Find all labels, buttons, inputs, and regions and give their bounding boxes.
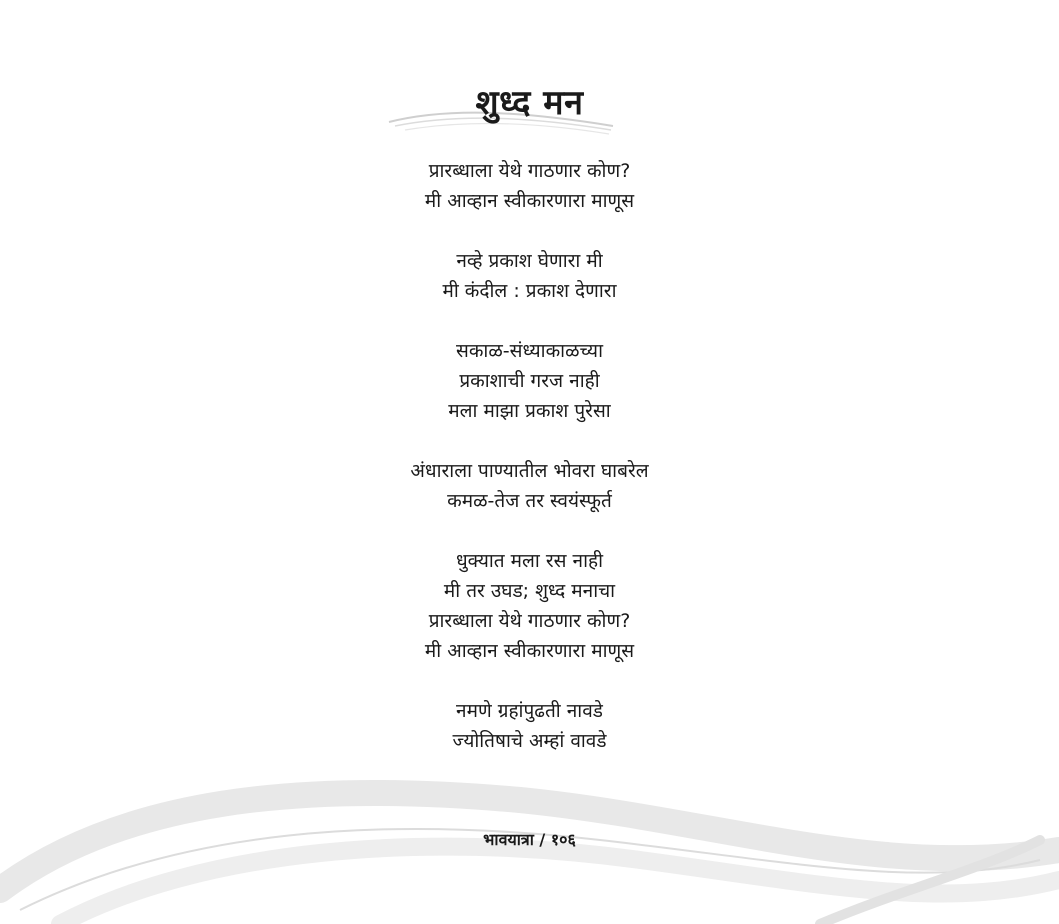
poem-line: मी कंदील : प्रकाश देणारा <box>442 280 617 302</box>
stanza <box>0 246 1059 306</box>
poem-line: प्रारब्धाला येथे गाठणार कोण? <box>428 610 631 632</box>
poem-body <box>0 156 1059 786</box>
stanza <box>0 156 1059 216</box>
poem-line: ज्योतिषाचे अम्हां वावडे <box>452 730 607 752</box>
poem-line: प्रारब्धाला येथे गाठणार कोण? <box>428 160 631 182</box>
page-title: शुध्द मन <box>475 83 584 123</box>
poem-line: मी आव्हान स्वीकारणारा माणूस <box>424 640 635 662</box>
poem-line: नव्हे प्रकाश घेणारा मी <box>456 250 603 272</box>
poem-line: कमळ-तेज तर स्वयंस्फूर्त <box>447 490 612 512</box>
poem-line: सकाळ-संध्याकाळच्या <box>455 340 603 362</box>
stanza <box>0 546 1059 666</box>
poem-line: मला माझा प्रकाश पुरेसा <box>448 400 611 422</box>
poem-line: धुक्यात मला रस नाही <box>456 550 603 572</box>
poem-line: अंधाराला पाण्यातील भोवरा घाबरेल <box>410 460 649 482</box>
page-footer: भावयात्रा / १०६ <box>483 830 576 849</box>
stanza <box>0 456 1059 516</box>
poem-line: मी आव्हान स्वीकारणारा माणूस <box>424 190 635 212</box>
stanza <box>0 336 1059 426</box>
poem-line: प्रकाशाची गरज नाही <box>459 370 600 392</box>
stanza <box>0 696 1059 756</box>
poem-line: नमणे ग्रहांपुढती नावडे <box>456 700 603 722</box>
poem-line: मी तर उघड; शुध्द मनाचा <box>443 580 616 602</box>
